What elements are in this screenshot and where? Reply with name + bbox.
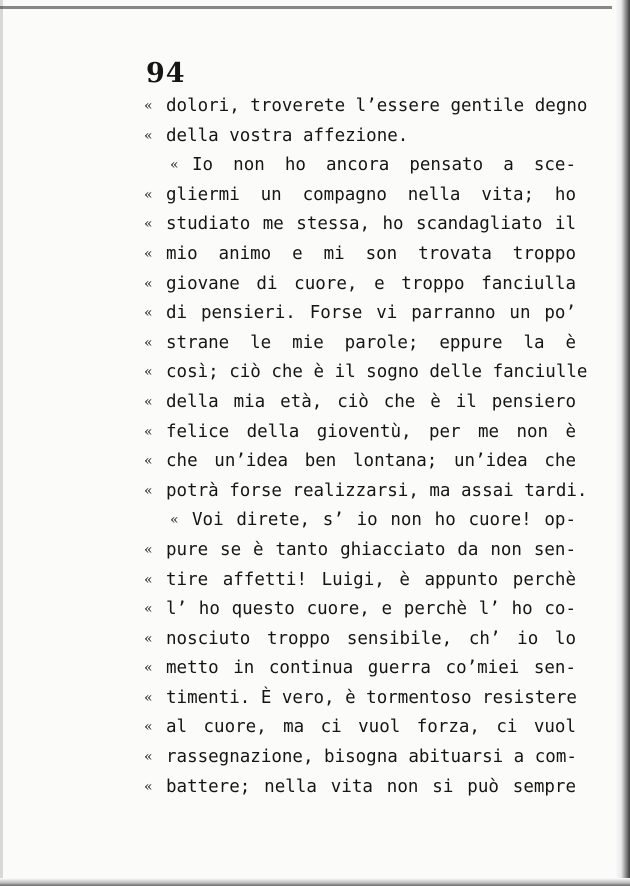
text-line-content: Voi direte, s’ io non ho cuore! op-: [192, 510, 576, 531]
text-line: [140, 477, 588, 507]
text-line-content: così; ciò che è il sogno delle fanciulle: [166, 362, 588, 383]
quote-mark: «: [144, 423, 153, 440]
quote-mark: «: [144, 601, 153, 618]
text-line-content: timenti. È vero, è tormentoso resistere: [166, 687, 577, 708]
page-number: 94: [146, 58, 186, 89]
quote-mark: «: [144, 660, 153, 677]
text-line: [140, 566, 576, 596]
text-line-content: strane le mie parole; eppure la è: [166, 332, 576, 353]
text-line-content: che un’idea ben lontana; un’idea che: [166, 451, 576, 472]
quote-mark: «: [144, 749, 153, 766]
text-line: [140, 625, 576, 655]
body-text: [140, 92, 588, 802]
text-line-content: studiato me stessa, ho scandagliato il: [166, 214, 576, 235]
text-line: [140, 418, 576, 448]
page-bottom-edge-shadow: [0, 878, 630, 886]
text-line-content: di pensieri. Forse vi parranno un po’: [166, 303, 576, 324]
text-line-content: l’ ho questo cuore, e perchè l’ ho co-: [166, 599, 576, 620]
page-right-edge-shadow: [614, 0, 630, 886]
quote-mark: «: [144, 275, 153, 292]
text-line-content: pure se è tanto ghiacciato da non sen-: [166, 539, 576, 560]
text-line-content: tire affetti! Luigi, è appunto perchè: [166, 569, 576, 590]
quote-mark: «: [144, 245, 153, 262]
text-line-content: potrà forse realizzarsi, ma assai tardi.: [166, 480, 588, 501]
quote-mark: «: [144, 98, 153, 114]
quote-mark: «: [144, 541, 153, 558]
text-line: [140, 358, 588, 388]
text-line: [140, 684, 576, 714]
text-line: [140, 151, 576, 181]
quote-mark: «: [144, 216, 153, 233]
text-line-content: al cuore, ma ci vuol forza, ci vuol: [166, 717, 576, 738]
text-line-content: nosciuto troppo sensibile, ch’ io lo: [166, 628, 576, 649]
text-line-content: della mia età, ciò che è il pensiero: [166, 391, 576, 412]
quote-mark: «: [144, 393, 153, 410]
text-line: [140, 388, 576, 418]
text-line: [140, 270, 576, 300]
quote-mark: «: [170, 157, 179, 174]
text-line: [140, 773, 576, 803]
text-line-content: gliermi un compagno nella vita; ho: [166, 184, 576, 205]
text-line: [140, 210, 576, 240]
text-line-content: metto in continua guerra co’miei sen-: [166, 658, 576, 679]
top-scan-line: [0, 6, 612, 9]
text-line-content: Io non ho ancora pensato a sce-: [192, 155, 576, 176]
text-line: [140, 299, 576, 329]
text-line: [140, 329, 576, 359]
quote-mark: «: [144, 482, 153, 499]
text-line-content: felice della gioventù, per me non è: [166, 421, 576, 442]
text-line: [140, 447, 576, 477]
text-line: [140, 240, 576, 270]
quote-mark: «: [144, 305, 153, 322]
quote-mark: «: [144, 453, 153, 470]
quote-mark: «: [144, 334, 153, 351]
text-line-content: giovane di cuore, e troppo fanciulla: [166, 273, 576, 294]
quote-mark: «: [144, 127, 153, 144]
page-left-edge: [0, 0, 3, 886]
text-line-content: dolori, troverete l’essere gentile degno: [166, 96, 588, 116]
quote-mark: «: [144, 689, 153, 706]
quote-mark: «: [144, 364, 153, 381]
quote-mark: «: [144, 630, 153, 647]
text-line: [140, 122, 576, 152]
text-line: [140, 654, 576, 684]
quote-mark: «: [144, 186, 153, 203]
text-line: [140, 506, 576, 536]
text-line-content: della vostra affezione.: [166, 125, 409, 146]
text-line: [140, 181, 576, 211]
text-line: [140, 713, 576, 743]
text-line-content: rassegnazione, bisogna abituarsi a com-: [166, 747, 577, 768]
text-line: [140, 595, 576, 625]
quote-mark: «: [144, 719, 153, 736]
text-line: [140, 536, 576, 566]
quote-mark: «: [144, 778, 153, 795]
quote-mark: «: [170, 512, 179, 529]
text-line-content: mio animo e mi son trovata troppo: [166, 243, 576, 264]
text-line: [140, 743, 576, 773]
quote-mark: «: [144, 571, 153, 588]
text-line: [140, 92, 588, 122]
text-line-content: battere; nella vita non si può sempre: [166, 776, 576, 797]
